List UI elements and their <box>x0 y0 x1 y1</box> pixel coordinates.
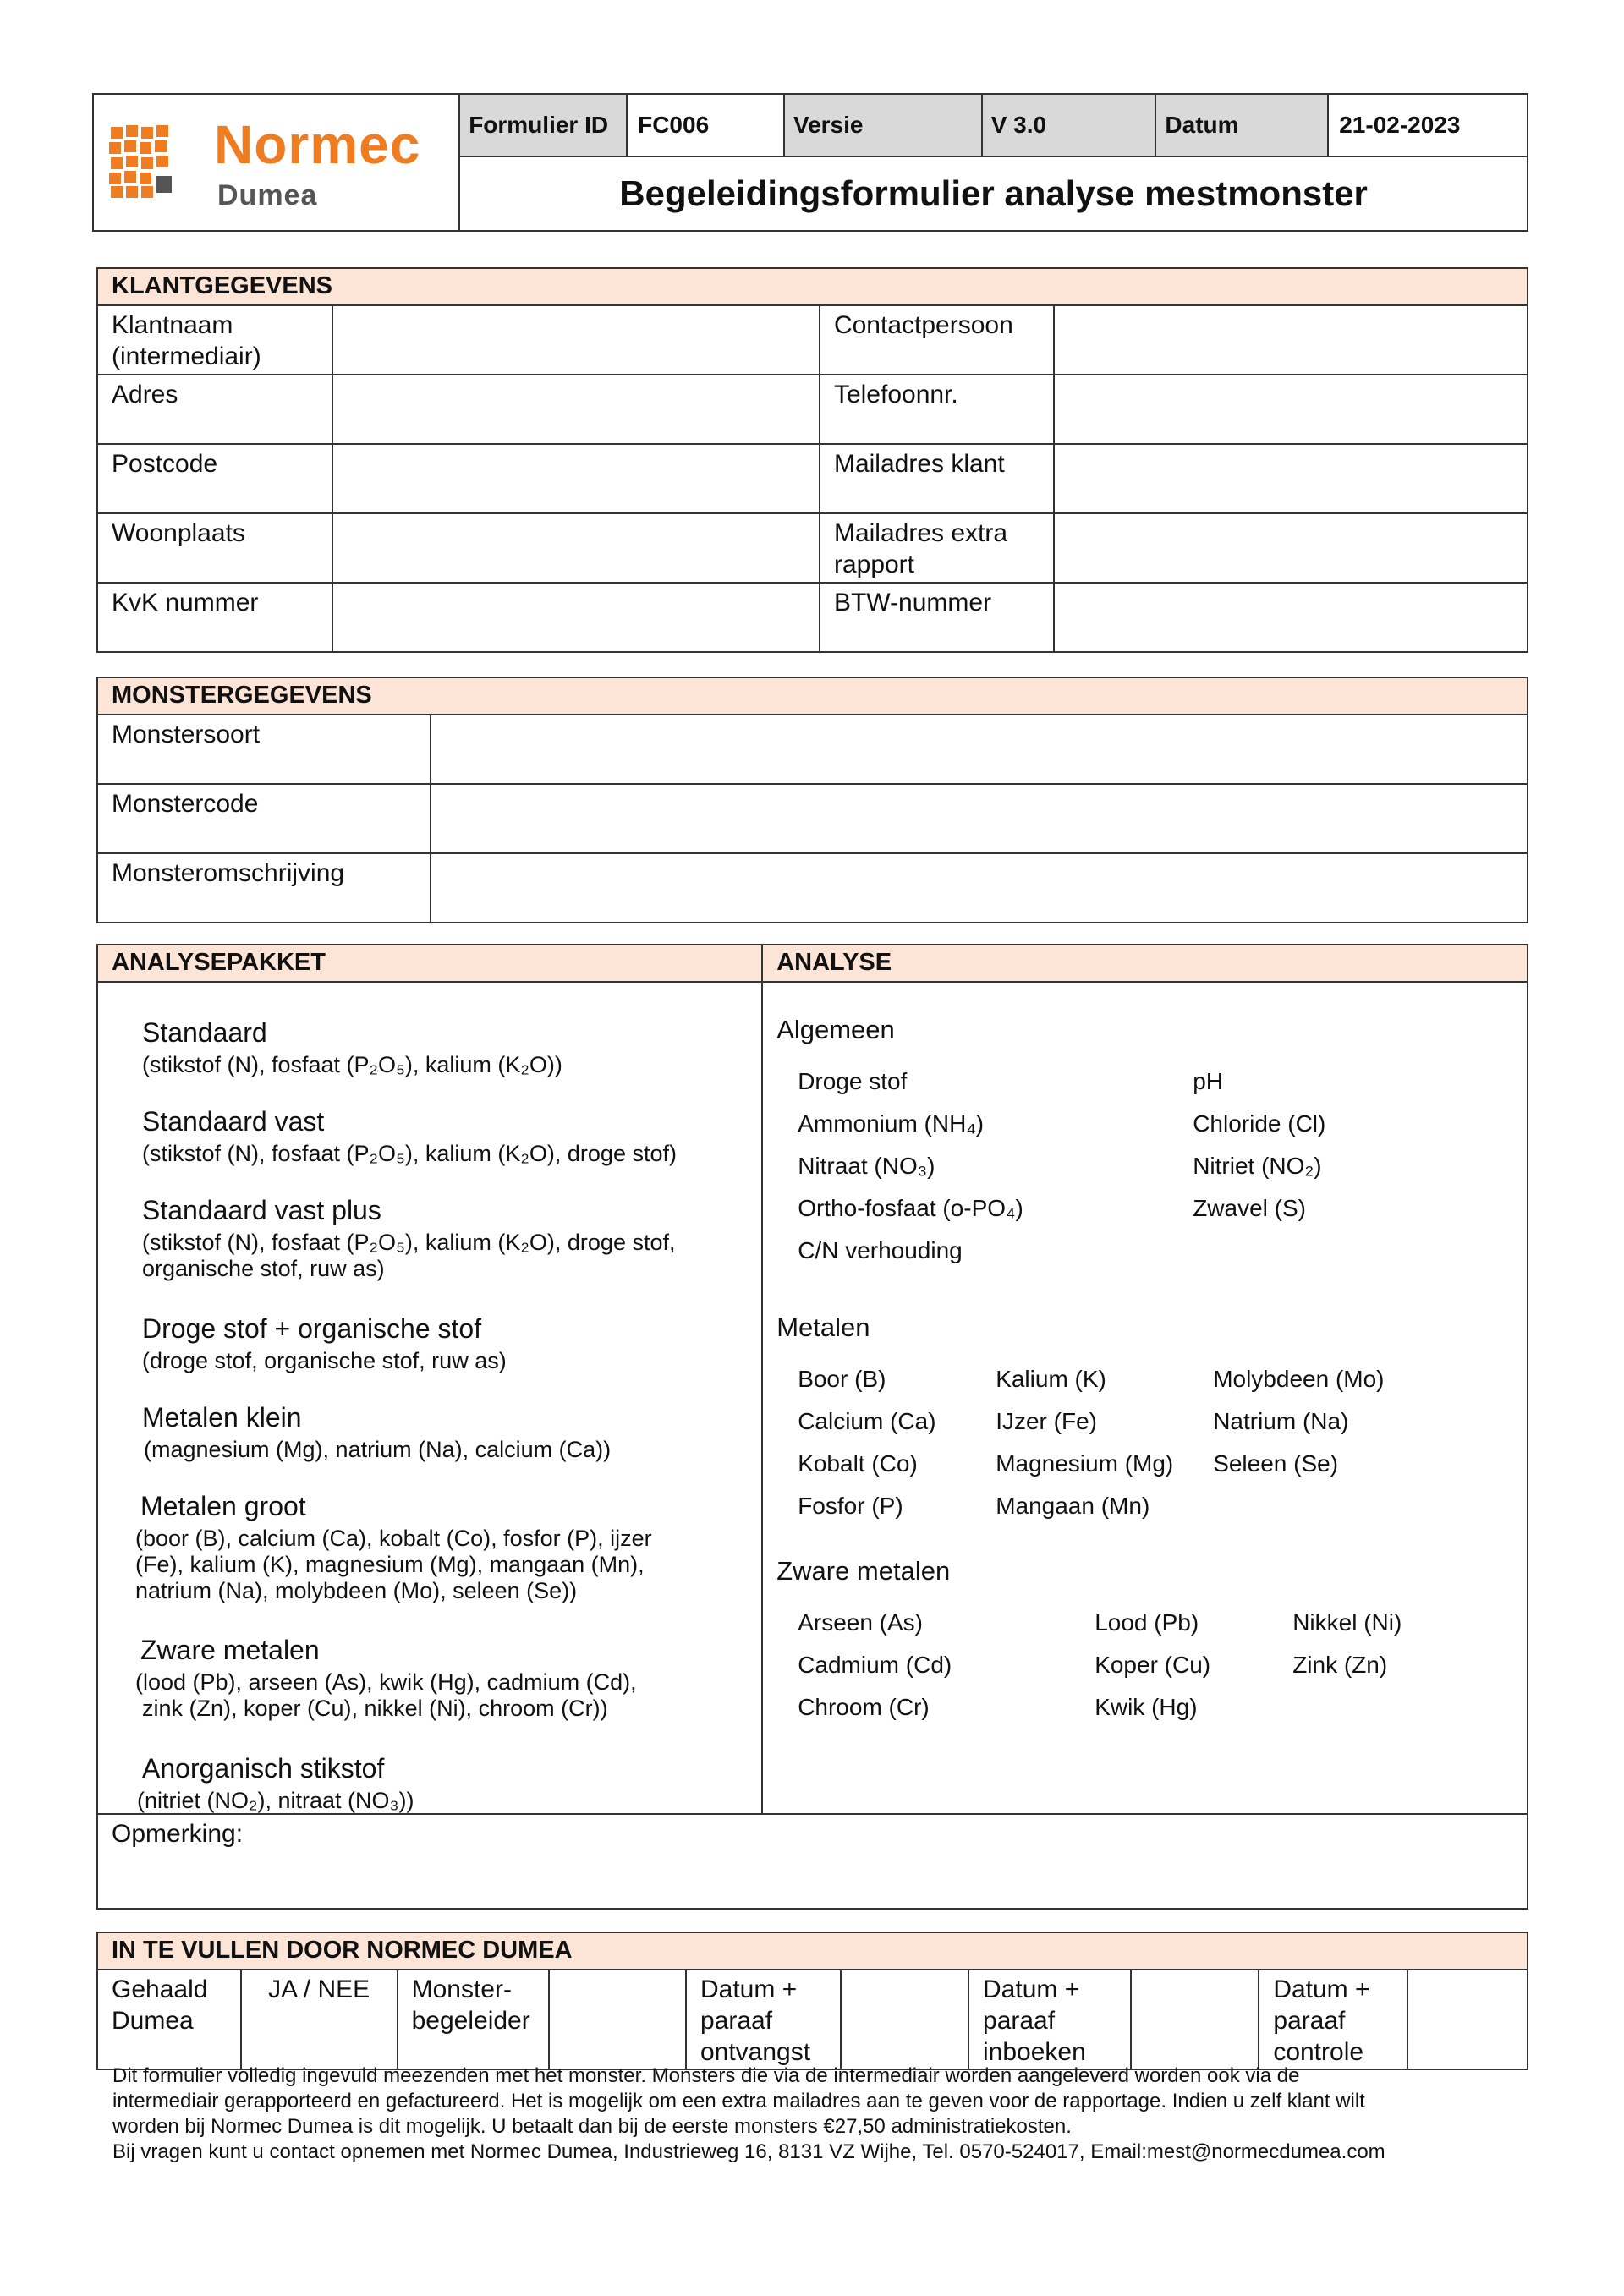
pakket-zware-metalen-desc: (lood (Pb), arseen (As), kwik (Hg), cadmium (Cd), zink (Zn), koper (Cu), nikkel (Ni), chroom (Cr)) <box>135 1669 637 1721</box>
analyse-item[interactable]: Zwavel (S) <box>1193 1195 1306 1221</box>
begeleider-field[interactable] <box>549 1970 686 2069</box>
zware-col2 <box>1095 1602 1210 1729</box>
label-inboeken: Datum + paraaf inboeken <box>968 1970 1131 2069</box>
form-header <box>92 93 1528 232</box>
label-ontvangst: Datum + paraaf ontvangst <box>686 1970 841 2069</box>
pakket-metalen-klein[interactable]: Metalen klein <box>142 1402 302 1433</box>
opmerking-field[interactable] <box>97 1814 1528 1909</box>
monstergegevens-heading: MONSTERGEGEVENS <box>97 677 1528 715</box>
analyse-item[interactable]: Kwik (Hg) <box>1095 1694 1198 1720</box>
date-label: Datum <box>1155 94 1328 156</box>
logo-name: Normec <box>214 114 421 175</box>
label-telefoon: Telefoonnr. <box>820 375 1054 444</box>
pakket-metalen-groot-desc: (boor (B), calcium (Ca), kobalt (Co), fosfor (P), ijzer (Fe), kalium (K), magnesium (Mg), mangaan (Mn), natrium (Na), molybdeen (Mo), seleen (Se)) <box>135 1526 652 1603</box>
form-id-value: FC006 <box>627 94 784 156</box>
analyse-item[interactable]: Nikkel (Ni) <box>1292 1609 1402 1636</box>
monstergegevens-section <box>96 677 1528 923</box>
pakket-droge-stof-desc: (droge stof, organische stof, ruw as) <box>142 1348 507 1373</box>
analyse-item[interactable]: Chroom (Cr) <box>798 1694 930 1720</box>
analyse-item[interactable]: Chloride (Cl) <box>1193 1110 1326 1137</box>
footer-line: worden bij Normec Dumea is dit mogelijk. U betaalt dan bij de eerste monsters €27,50 administratiekosten. <box>112 2115 1072 2138</box>
analyse-item[interactable]: Natrium (Na) <box>1213 1408 1349 1434</box>
form-title: Begeleidingsformulier analyse mestmonster <box>459 156 1528 231</box>
analyse-item[interactable]: Arseen (As) <box>798 1609 924 1636</box>
normec-heading: IN TE VULLEN DOOR NORMEC DUMEA <box>97 1932 1528 1970</box>
logo-sub: Dumea <box>217 179 318 211</box>
analysepakket-list <box>97 982 762 1814</box>
mailadres-extra-field[interactable] <box>1054 513 1528 583</box>
ja-nee-field[interactable]: JA / NEE <box>241 1970 398 2069</box>
label-kvk: KvK nummer <box>97 583 332 652</box>
klantgegevens-heading: KLANTGEGEVENS <box>97 268 1528 305</box>
pakket-standaard-vast[interactable]: Standaard vast <box>142 1106 325 1137</box>
pakket-zware-metalen[interactable]: Zware metalen <box>140 1635 320 1665</box>
pakket-standaard-vast-desc: (stikstof (N), fosfaat (P₂O₅), kalium (K₂O), droge stof) <box>142 1141 677 1166</box>
analyse-item[interactable]: Boor (B) <box>798 1366 886 1392</box>
analyse-item[interactable]: Ortho-fosfaat (o-PO₄) <box>798 1195 1023 1221</box>
footer-line: Dit formulier volledig ingevuld meezenden met het monster. Monsters die via de intermediair worden aangeleverd worden ook via de <box>112 2064 1300 2087</box>
analyse-item[interactable]: Mangaan (Mn) <box>996 1493 1150 1519</box>
analysepakket-heading: ANALYSEPAKKET <box>97 945 762 982</box>
analyse-item[interactable]: Kalium (K) <box>996 1366 1106 1392</box>
analyse-item[interactable]: pH <box>1193 1068 1223 1094</box>
btw-field[interactable] <box>1054 583 1528 652</box>
label-postcode: Postcode <box>97 444 332 513</box>
date-value: 21-02-2023 <box>1328 94 1528 156</box>
woonplaats-field[interactable] <box>332 513 820 583</box>
analyse-item[interactable]: Droge stof <box>798 1068 908 1094</box>
analyse-item[interactable]: Nitraat (NO₃) <box>798 1153 935 1179</box>
normec-section <box>96 1932 1528 2070</box>
analyse-item[interactable]: C/N verhouding <box>798 1237 963 1263</box>
ontvangst-field[interactable] <box>841 1970 968 2069</box>
version-value: V 3.0 <box>982 94 1156 156</box>
pakket-anorganisch-stikstof[interactable]: Anorganisch stikstof <box>142 1753 385 1784</box>
footer-note <box>112 2063 1533 2165</box>
klantnaam-field[interactable] <box>332 305 820 375</box>
label-monstercode: Monstercode <box>97 784 431 853</box>
pakket-standaard-vast-plus[interactable]: Standaard vast plus <box>142 1195 381 1225</box>
controle-field[interactable] <box>1407 1970 1528 2069</box>
algemeen-col2 <box>1193 1060 1325 1230</box>
pakket-metalen-groot[interactable]: Metalen groot <box>140 1491 306 1521</box>
label-contactpersoon: Contactpersoon <box>820 305 1054 375</box>
opmerking-label: Opmerking: <box>112 1820 244 1848</box>
analyse-item[interactable]: IJzer (Fe) <box>996 1408 1097 1434</box>
analyse-section <box>96 944 1528 1910</box>
monstersoort-field[interactable] <box>431 715 1528 784</box>
pakket-standaard-desc: (stikstof (N), fosfaat (P₂O₅), kalium (K₂O)) <box>142 1052 562 1077</box>
klantgegevens-section <box>96 267 1528 653</box>
analyse-item[interactable]: Lood (Pb) <box>1095 1609 1199 1636</box>
footer-line: Bij vragen kunt u contact opnemen met Normec Dumea, Industrieweg 16, 8131 VZ Wijhe, Tel. 0570-524017, Email:mest@normecdumea.com <box>112 2140 1385 2163</box>
telefoon-field[interactable] <box>1054 375 1528 444</box>
analyse-item[interactable]: Molybdeen (Mo) <box>1213 1366 1385 1392</box>
footer-line: intermediair gerapporteerd en gefactureerd. Het is mogelijk om een extra mailadres aan te geven voor de rapportage. Indien u zelf klant wilt <box>112 2090 1365 2112</box>
metalen-heading: Metalen <box>776 1312 870 1342</box>
analyse-item[interactable]: Magnesium (Mg) <box>996 1450 1174 1477</box>
zware-col3 <box>1292 1602 1402 1686</box>
pakket-standaard[interactable]: Standaard <box>142 1017 267 1048</box>
label-woonplaats: Woonplaats <box>97 513 332 583</box>
analyse-item[interactable]: Koper (Cu) <box>1095 1652 1211 1678</box>
monsteromschrijving-field[interactable] <box>431 853 1528 923</box>
pakket-droge-stof[interactable]: Droge stof + organische stof <box>142 1313 482 1344</box>
label-mailadres-klant: Mailadres klant <box>820 444 1054 513</box>
pakket-metalen-klein-desc: (magnesium (Mg), natrium (Na), calcium (Ca)) <box>144 1437 612 1462</box>
metalen-col2 <box>996 1358 1173 1527</box>
postcode-field[interactable] <box>332 444 820 513</box>
label-adres: Adres <box>97 375 332 444</box>
analyse-item[interactable]: Calcium (Ca) <box>798 1408 936 1434</box>
analyse-item[interactable]: Ammonium (NH₄) <box>798 1110 985 1137</box>
label-monstersoort: Monstersoort <box>97 715 431 784</box>
kvk-field[interactable] <box>332 583 820 652</box>
label-mailadres-extra: Mailadres extra rapport <box>820 513 1054 583</box>
label-gehaald: Gehaald Dumea <box>97 1970 241 2069</box>
label-monsteromschrijving: Monsteromschrijving <box>97 853 431 923</box>
label-controle: Datum + paraaf controle <box>1259 1970 1407 2069</box>
contactpersoon-field[interactable] <box>1054 305 1528 375</box>
label-begeleider: Monster- begeleider <box>398 1970 549 2069</box>
analyse-item[interactable]: Kobalt (Co) <box>798 1450 918 1477</box>
analyse-heading: ANALYSE <box>762 945 1528 982</box>
analyse-item[interactable]: Nitriet (NO₂) <box>1193 1153 1322 1179</box>
metalen-col3 <box>1213 1358 1384 1485</box>
algemeen-heading: Algemeen <box>776 1015 895 1044</box>
analyse-item[interactable]: Zink (Zn) <box>1292 1652 1388 1678</box>
pakket-standaard-vast-plus-desc: (stikstof (N), fosfaat (P₂O₅), kalium (K₂O), droge stof, organische stof, ruw as) <box>142 1230 676 1281</box>
mailadres-klant-field[interactable] <box>1054 444 1528 513</box>
analyse-item[interactable]: Cadmium (Cd) <box>798 1652 952 1678</box>
metalen-col1 <box>798 1358 935 1527</box>
logo <box>93 94 459 231</box>
zware-col1 <box>798 1602 952 1729</box>
zware-metalen-heading: Zware metalen <box>776 1556 951 1586</box>
pakket-anorganisch-stikstof-desc: (nitriet (NO₂), nitraat (NO₃)) <box>137 1788 414 1813</box>
analyse-list <box>762 982 1528 1814</box>
version-label: Versie <box>784 94 982 156</box>
adres-field[interactable] <box>332 375 820 444</box>
form-id-label: Formulier ID <box>459 94 627 156</box>
monstercode-field[interactable] <box>431 784 1528 853</box>
label-klantnaam: Klantnaam (intermediair) <box>97 305 332 375</box>
analyse-item[interactable]: Seleen (Se) <box>1213 1450 1339 1477</box>
analyse-item[interactable]: Fosfor (P) <box>798 1493 903 1519</box>
label-btw: BTW-nummer <box>820 583 1054 652</box>
inboeken-field[interactable] <box>1131 1970 1259 2069</box>
algemeen-col1 <box>798 1060 1023 1272</box>
